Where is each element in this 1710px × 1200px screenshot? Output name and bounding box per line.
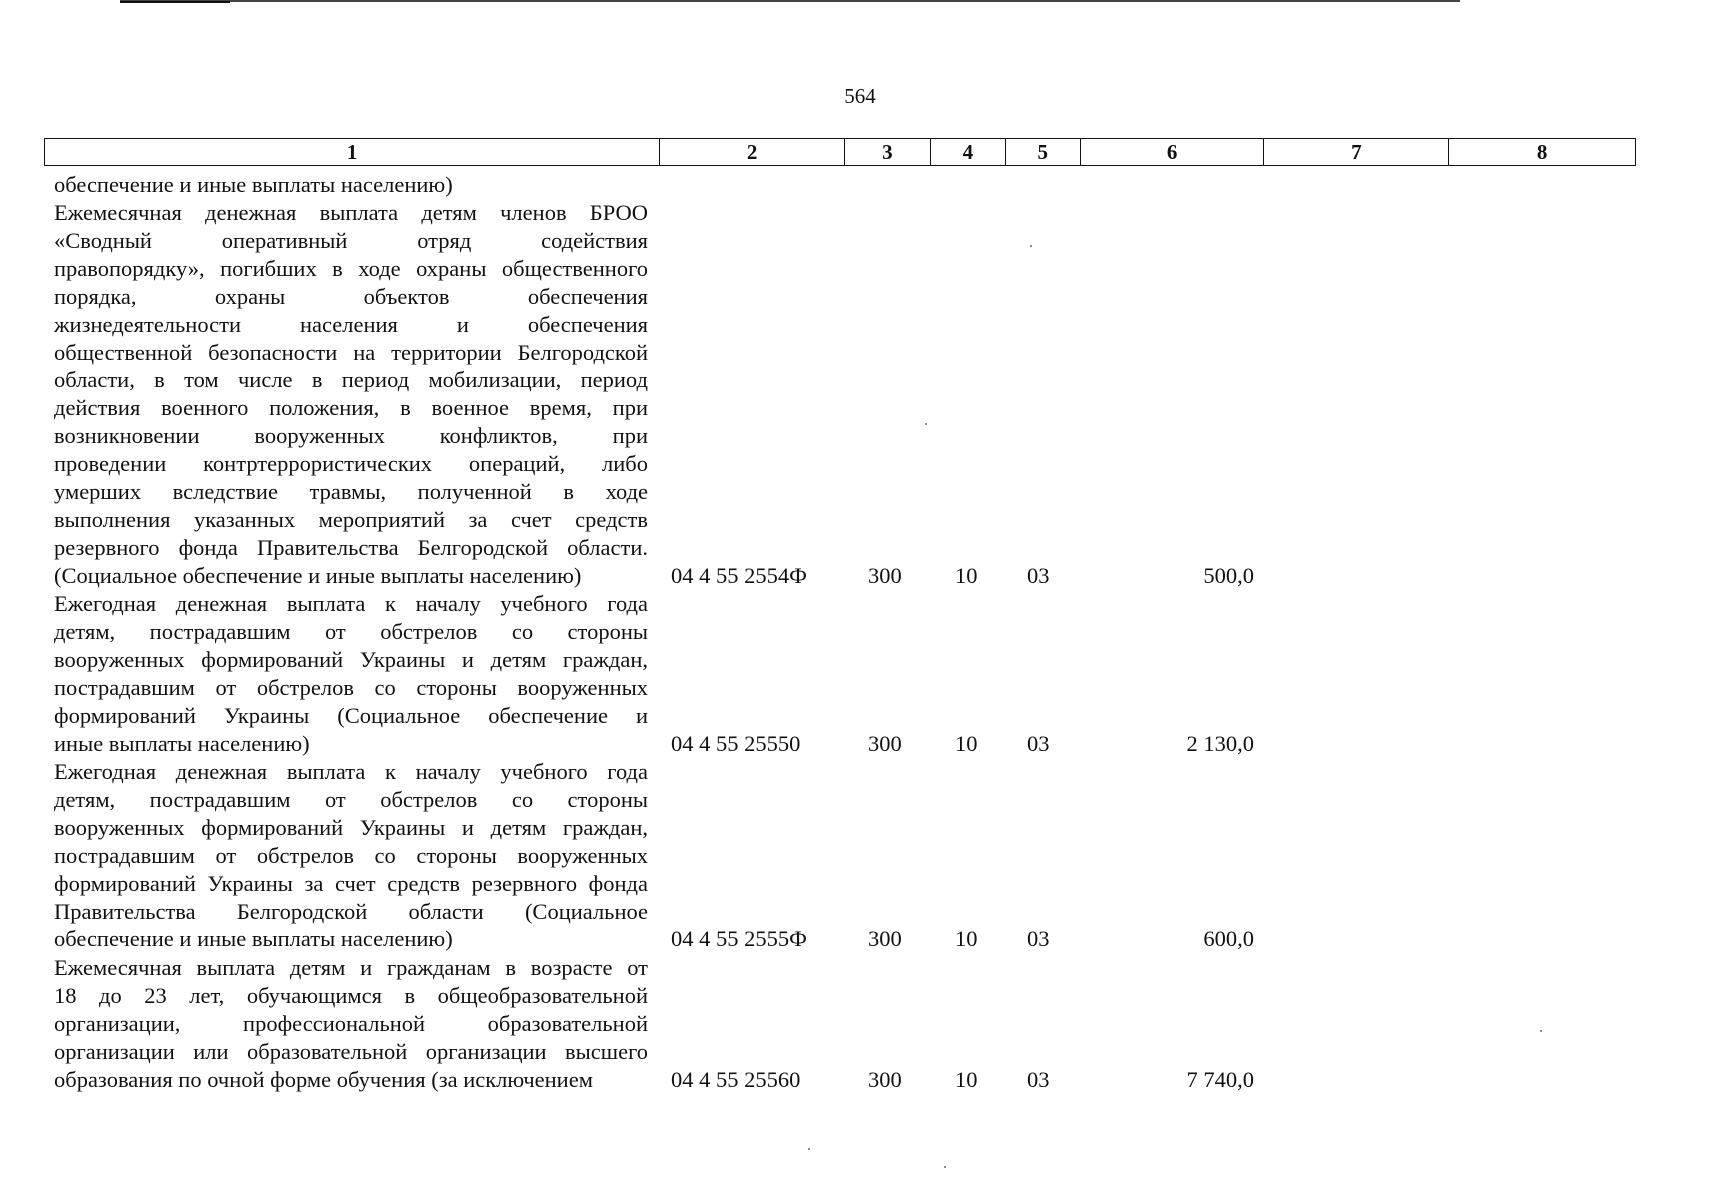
description-line: пострадавшим от обстрелов со стороны вооруженных [54,842,648,868]
row-description [54,171,648,199]
description-line: организации, профессиональной образовательной [54,1010,648,1036]
description-line: умерших вследствие травмы, полученной в ходе [54,479,648,505]
description-line: жизнедеятельности населения и обеспечения [54,311,648,337]
row-description [54,758,648,953]
description-line: Ежегодная денежная выплата к началу учебного года [54,759,648,784]
description-line: Ежегодная денежная выплата к началу учебного года [54,591,648,616]
expense-type-cell: 300 [868,926,902,952]
scan-top-edge [120,0,1460,2]
column-header-5: 5 [1006,139,1081,165]
description-line: пострадавшим от обстрелов со стороны вооруженных [54,674,648,700]
description-line: организации или образовательной организации высшего [54,1038,648,1064]
target-code-cell: 04 4 55 25560 [671,1066,801,1092]
subsection-cell: 03 [1027,926,1050,952]
subsection-cell: 03 [1027,562,1050,588]
section-cell: 10 [955,730,978,756]
scan-top-edge-mark [120,1,230,3]
amount-cell: 2 130,0 [1186,730,1254,756]
description-line: иные выплаты населению) [54,730,310,756]
description-line: формирований Украины (Социальное обеспечение и [54,702,648,728]
expense-type-cell: 300 [868,562,902,588]
row-description [54,199,648,590]
subsection-cell: 03 [1027,730,1050,756]
amount-cell: 500,0 [1203,562,1254,588]
target-code-cell: 04 4 55 2555Ф [671,926,807,952]
target-code-cell: 04 4 55 2554Ф [671,562,807,588]
column-header-7: 7 [1264,139,1449,165]
description-line: формирований Украины за счет средств резервного фонда [54,870,648,896]
description-line: Правительства Белгородской области (Социальное [54,898,648,924]
description-line: Ежемесячная денежная выплата детям членов БРОО [54,200,648,225]
description-line: резервного фонда Правительства Белгородской области. [54,534,648,560]
amount-cell: 600,0 [1203,926,1254,952]
description-line: вооруженных формирований Украины и детям граждан, [54,814,648,840]
table-header-row [44,138,1636,166]
column-header-8: 8 [1536,140,1548,164]
description-line: образования по очной форме обучения (за исключением [54,1066,593,1092]
description-line: Ежемесячная выплата детям и гражданам в возрасте от [54,955,648,980]
row-description [54,590,648,757]
section-cell: 10 [955,562,978,588]
description-line: порядка, охраны объектов обеспечения [54,283,648,309]
target-code-cell: 04 4 55 25550 [671,730,801,756]
expense-type-cell: 300 [868,730,902,756]
description-line: обеспечение и иные выплаты населению) [54,926,453,952]
description-line: общественной безопасности на территории Белгородской [54,339,648,365]
description-line: детям, пострадавшим от обстрелов со стороны [54,786,648,812]
description-line: вооруженных формирований Украины и детям граждан, [54,646,648,672]
scan-speck [944,1166,946,1168]
column-header-4: 4 [931,139,1006,165]
column-header-3: 3 [845,139,931,165]
description-line: правопорядку», погибших в ходе охраны общественного [54,255,648,281]
page-number: 564 [844,84,876,108]
amount-cell: 7 740,0 [1186,1066,1254,1092]
description-line: выполнения указанных мероприятий за счет средств [54,506,648,532]
scan-speck [925,423,927,425]
description-line: возникновении вооруженных конфликтов, при [54,423,648,449]
scan-speck [1540,1030,1542,1032]
row-description [54,954,648,1094]
column-header-1: 1 [45,139,660,165]
scan-speck [808,1148,810,1150]
section-cell: 10 [955,1066,978,1092]
description-line: (Социальное обеспечение и иные выплаты населению) [54,562,582,588]
description-line: детям, пострадавшим от обстрелов со стороны [54,618,648,644]
description-line: области, в том числе в период мобилизации, период [54,367,648,393]
description-line: «Сводный оперативный отряд содействия [54,227,648,253]
description-line: действия военного положения, в военное время, при [54,395,648,421]
description-line: обеспечение и иные выплаты населению) [54,172,453,197]
column-header-2: 2 [660,139,845,165]
subsection-cell: 03 [1027,1066,1050,1092]
scan-speck [1030,245,1032,247]
column-header-6: 6 [1081,139,1265,165]
expense-type-cell: 300 [868,1066,902,1092]
section-cell: 10 [955,926,978,952]
description-line: 18 до 23 лет, обучающимся в общеобразовательной [54,982,648,1008]
description-line: проведении контртеррористических операций, либо [54,451,648,477]
